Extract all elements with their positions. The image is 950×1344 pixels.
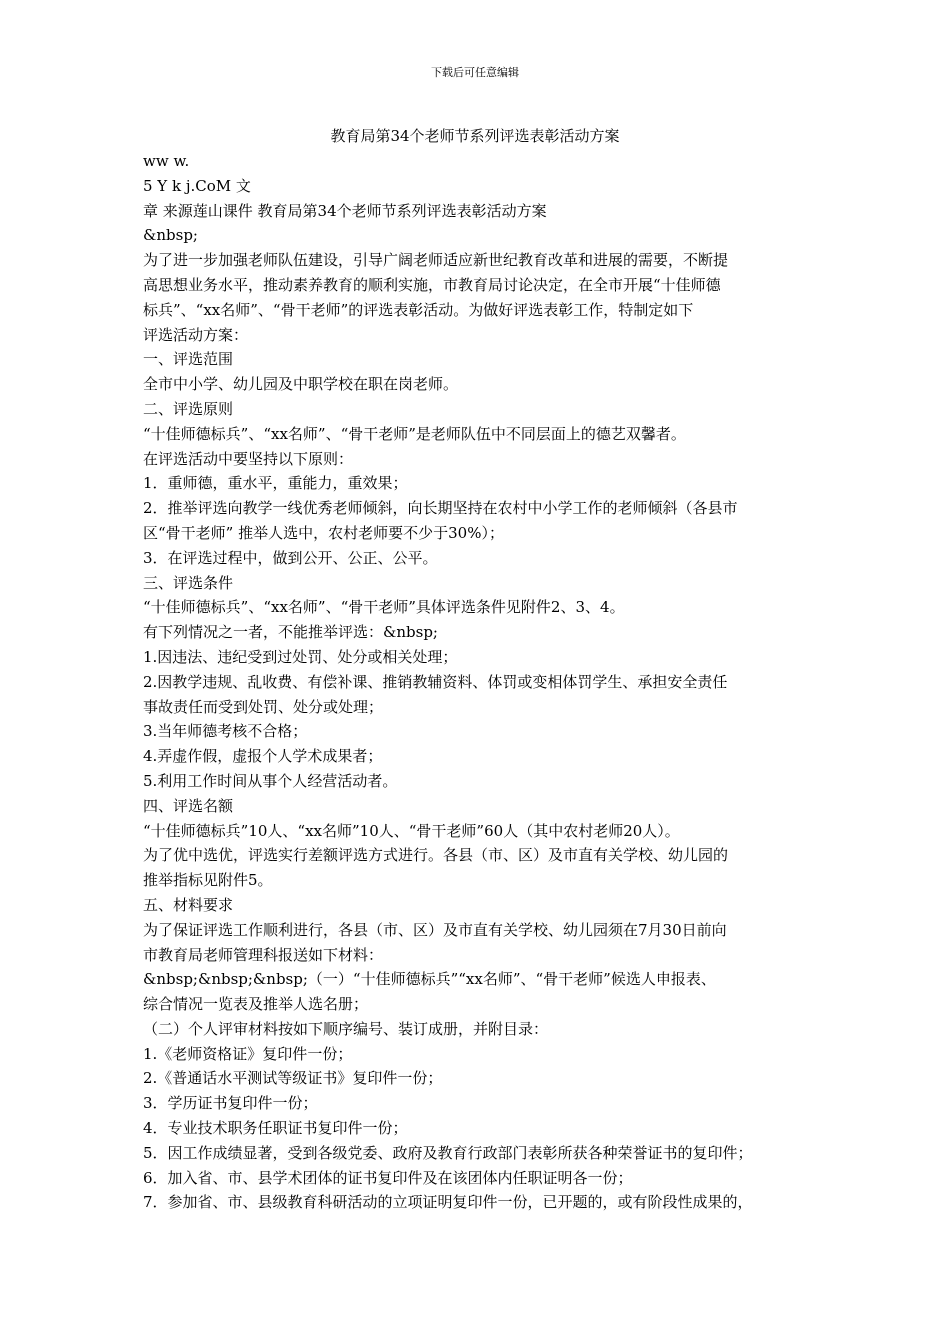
body-line: 为了保证评选工作顺利进行，各县（市、区）及市直有关学校、幼儿园须在7月30日前向 — [143, 920, 727, 939]
body-line: 二、评选原则 — [143, 399, 234, 418]
body-line: “十佳师德标兵”、“xx名师”、“骨干老师”具体评选条件见附件2、3、4。 — [143, 598, 625, 617]
body-line: 4.弄虚作假，虚报个人学术成果者； — [143, 747, 383, 766]
body-line: &nbsp; — [143, 226, 198, 245]
body-line: 2.《普通话水平测试等级证书》复印件一份； — [143, 1069, 443, 1088]
body-line: 在评选活动中要坚持以下原则： — [143, 449, 354, 468]
body-line: 区“骨干老师” 推举人选中，农村老师要不少于30%）； — [143, 523, 504, 542]
body-line: 3.当年师德考核不合格； — [143, 722, 308, 741]
body-line: 为了进一步加强老师队伍建设，引导广阔老师适应新世纪教育改革和进展的需要，不断提 — [143, 251, 729, 270]
page-header-note: 下载后可任意编辑 — [431, 66, 519, 79]
body-line: 全市中小学、幼儿园及中职学校在职在岗老师。 — [143, 375, 459, 394]
body-line: ww w. — [143, 152, 190, 170]
body-line: 5 Y k j.CoM 文 — [143, 176, 251, 195]
body-line: 5．因工作成绩显著，受到各级党委、政府及教育行政部门表彰所获各种荣誉证书的复印件； — [143, 1143, 753, 1162]
body-line: 事故责任而受到处罚、处分或处理； — [143, 697, 384, 716]
body-line: “十佳师德标兵”、“xx名师”、“骨干老师”是老师队伍中不同层面上的德艺双馨者。 — [143, 424, 686, 443]
body-line: 高思想业务水平，推动素养教育的顺利实施，市教育局讨论决定，在全市开展“十佳师德 — [143, 275, 721, 294]
body-line: 有下列情况之一者，不能推举评选：&nbsp; — [143, 623, 438, 642]
body-line: 三、评选条件 — [143, 573, 234, 592]
body-line: &nbsp;&nbsp;&nbsp;（一）“十佳师德标兵”“xx名师”、“骨干老师”候选人申报表、 — [143, 970, 716, 989]
body-line: 1．重师德，重水平，重能力，重效果； — [143, 474, 408, 493]
body-line: 4．专业技术职务任职证书复印件一份； — [143, 1119, 408, 1138]
body-line: 3．学历证书复印件一份； — [143, 1094, 318, 1113]
body-line: “十佳师德标兵”10人、“xx名师”10人、“骨干老师”60人（其中农村老师20人）。 — [143, 821, 680, 840]
body-line: 推举指标见附件5。 — [143, 871, 273, 890]
body-line: 2．推举评选向教学一线优秀老师倾斜，向长期坚持在农村中小学工作的老师倾斜（各县市 — [143, 499, 738, 518]
body-line: 综合情况一览表及推举人选名册； — [143, 995, 369, 1014]
body-line: 评选活动方案： — [143, 325, 249, 344]
body-line: 一、评选范围 — [143, 350, 234, 369]
document-body — [143, 149, 818, 1215]
body-line: 6．加入省、市、县学术团体的证书复印件及在该团体内任职证明各一份； — [143, 1168, 633, 1187]
body-line: 市教育局老师管理科报送如下材料： — [143, 945, 384, 964]
body-line: 7．参加省、市、县级教育科研活动的立项证明复印件一份，已开题的，或有阶段性成果的， — [143, 1193, 753, 1212]
body-line: 1.《老师资格证》复印件一份； — [143, 1044, 353, 1063]
body-line: 章 来源莲山课件 教育局第34个老师节系列评选表彰活动方案 — [143, 201, 547, 220]
body-line: 四、评选名额 — [143, 796, 234, 815]
body-line: 标兵”、“xx名师”、“骨干老师”的评选表彰活动。为做好评选表彰工作，特制定如下 — [143, 300, 694, 319]
body-line: 五、材料要求 — [143, 895, 234, 914]
body-line: 为了优中选优，评选实行差额评选方式进行。各县（市、区）及市直有关学校、幼儿园的 — [143, 846, 729, 865]
body-line: 1.因违法、违纪受到过处罚、处分或相关处理； — [143, 647, 458, 666]
body-line: 2.因教学违规、乱收费、有偿补课、推销教辅资料、体罚或变相体罚学生、承担安全责任 — [143, 672, 728, 691]
body-line: 3．在评选过程中，做到公开、公正、公平。 — [143, 548, 438, 567]
body-line: （二）个人评审材料按如下顺序编号、装订成册，并附目录： — [143, 1019, 549, 1038]
body-line: 5.利用工作时间从事个人经营活动者。 — [143, 771, 398, 790]
document-title: 教育局第34个老师节系列评选表彰活动方案 — [330, 127, 620, 145]
